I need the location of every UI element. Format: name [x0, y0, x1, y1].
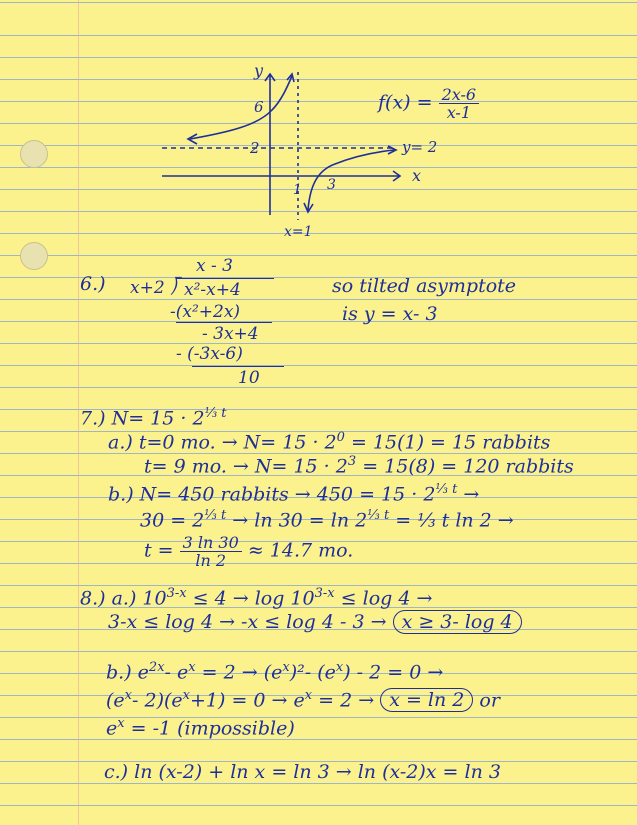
- p6-subtract-2: - (-3x-6): [176, 344, 243, 364]
- p8-b1-exponent-1: 2x: [148, 660, 165, 675]
- p7-part-b-line-3: [144, 534, 353, 569]
- p8-b1-rest-2: )²- (e: [289, 661, 336, 684]
- p8-b2-middle-1: - 2)(e: [132, 689, 183, 712]
- right-branch-curve: [308, 150, 394, 210]
- p8-part-b-line-3: [106, 714, 295, 738]
- p7-part-a-line-2: [144, 452, 574, 476]
- p6-remainder-step: - 3x+4: [202, 324, 259, 344]
- p6-note-line-1: so tilted asymptote: [332, 275, 517, 297]
- p7-part-a-line-1: [108, 428, 550, 452]
- p8-b-label: b.): [106, 661, 132, 684]
- p8-a1-middle-exponent: 3-x: [314, 586, 335, 601]
- p6-division-bracket: ⟌: [170, 277, 178, 299]
- p8-b2-or: or: [479, 689, 500, 712]
- p7-a2-exponent: 3: [347, 454, 357, 469]
- p8-b2-middle-2: +1) = 0 → e: [189, 689, 305, 712]
- problem-8-number: 8.): [80, 587, 106, 610]
- p7-b3-denominator: ln 2: [195, 551, 227, 570]
- p8-part-a-line-2: [108, 612, 522, 632]
- p6-division-bar: [176, 278, 274, 279]
- tick-label-6: 6: [254, 98, 264, 116]
- function-numerator: 2x-6: [439, 86, 480, 104]
- p6-subtract-1: -(x²+2x): [170, 302, 241, 322]
- p7-b3-result: ≈ 14.7 mo.: [247, 539, 354, 562]
- p8-b1-rest: = 2 → (e: [201, 661, 283, 684]
- p7-b2-result: = ⅓ t ln 2 →: [395, 509, 514, 532]
- p8-a1-middle: ≤ 4 → log 10: [192, 587, 315, 610]
- function-fraction: [439, 86, 480, 121]
- p8-part-b-line-2: [106, 686, 500, 710]
- p6-remainder: 10: [238, 368, 260, 388]
- p7-b3-numerator: 3 ln 30: [180, 534, 242, 552]
- p8-b1-exponent-4: x: [335, 660, 344, 675]
- p8-b3-exponent: x: [117, 716, 125, 731]
- p8-part-c-line-1: [104, 762, 501, 782]
- horizontal-asymptote-label: y= 2: [402, 138, 438, 156]
- function-label: f(x) =: [378, 91, 433, 114]
- problem-7-number: 7.): [80, 407, 106, 430]
- p8-b1-rest-3: ) - 2 = 0 →: [343, 661, 444, 684]
- p7-b-label: b.): [108, 483, 134, 506]
- p7-a1-exponent: 0: [336, 430, 345, 445]
- p8-b1-exponent-3: x: [282, 660, 290, 675]
- p6-note-line-2: is y = x- 3: [342, 303, 438, 325]
- binder-hole: [20, 242, 48, 270]
- p8-b2-exponent-2: x: [182, 688, 190, 703]
- p7-a1-result: = 15(1) = 15 rabbits: [350, 431, 551, 454]
- p8-c1: ln (x-2) + ln x = ln 3 → ln (x-2)x = ln 3: [134, 761, 501, 783]
- p8-b2-middle-3: = 2 →: [318, 689, 375, 712]
- p8-a2: 3-x ≤ log 4 → -x ≤ log 4 - 3 →: [108, 611, 387, 633]
- p6-dividend: x²-x+4: [184, 280, 241, 300]
- p7-b2: 30 = 2: [140, 509, 205, 532]
- p8-b2-exponent-3: x: [304, 688, 313, 703]
- p7-b3-lhs: t =: [144, 539, 174, 562]
- problem-6-number: 6.): [80, 273, 106, 295]
- function-definition: [378, 86, 479, 121]
- p8-b1-exponent-2: x: [188, 660, 196, 675]
- p8-part-a-line-1: [80, 584, 432, 608]
- p7-b1: N= 450 rabbits → 450 = 15 · 2: [139, 483, 436, 506]
- p8-a-label: a.): [111, 587, 137, 610]
- p8-a-answer: x ≥ 3- log 4: [393, 610, 522, 634]
- p8-b3: e: [106, 717, 118, 740]
- p7-a2-result: = 15(8) = 120 rabbits: [362, 455, 574, 478]
- function-denominator: x-1: [446, 103, 472, 122]
- x-axis-label: x: [412, 166, 422, 185]
- p8-part-b-line-1: [106, 658, 443, 682]
- p7-part-b-line-1: [108, 480, 479, 504]
- p8-b-answer: x = ln 2: [380, 688, 473, 712]
- tick-label-2: 2: [250, 139, 260, 157]
- p8-b3-rest: = -1 (impossible): [130, 717, 295, 740]
- p8-b2-exponent-1: x: [124, 688, 133, 703]
- p7-a-label: a.): [108, 431, 133, 454]
- vertical-asymptote-label: x=1: [284, 224, 313, 240]
- problem-7-formula: [80, 404, 227, 428]
- p6-line-2: [192, 366, 284, 367]
- binder-hole: [20, 140, 48, 168]
- p7-a1: t=0 mo. → N= 15 · 2: [138, 431, 337, 454]
- p6-quotient: x - 3: [196, 256, 233, 276]
- p7-formula-exponent: ⅓ t: [204, 406, 227, 421]
- p7-part-b-line-2: [140, 506, 514, 530]
- p6-divisor: x+2: [130, 278, 165, 298]
- p8-b1: e: [137, 661, 149, 684]
- tick-label-3: 3: [327, 177, 336, 193]
- y-axis-label: y: [254, 61, 264, 80]
- p7-b3-fraction: [180, 534, 242, 569]
- tick-label-1: 1: [293, 182, 302, 198]
- p8-a1-exponent: 3-x: [166, 586, 187, 601]
- p7-b2-exponent: ⅓ t: [204, 508, 227, 523]
- left-branch-curve: [190, 76, 292, 139]
- p7-b1-arrow: →: [463, 483, 480, 506]
- p7-b2-middle: → ln 30 = ln 2: [232, 509, 368, 532]
- p7-a2: t= 9 mo. → N= 15 · 2: [144, 455, 348, 478]
- p8-c-label: c.): [104, 761, 129, 783]
- p8-a1: 10: [142, 587, 167, 610]
- p7-formula: N= 15 · 2: [111, 407, 205, 430]
- p7-b1-exponent: ⅓ t: [435, 482, 458, 497]
- margin-line: [78, 0, 79, 825]
- p8-b2: (e: [106, 689, 125, 712]
- p6-line-1: [176, 322, 272, 323]
- p8-b1-middle: - e: [164, 661, 189, 684]
- p7-b2-middle-exponent: ⅓ t: [367, 508, 390, 523]
- p8-a1-result: ≤ log 4 →: [340, 587, 433, 610]
